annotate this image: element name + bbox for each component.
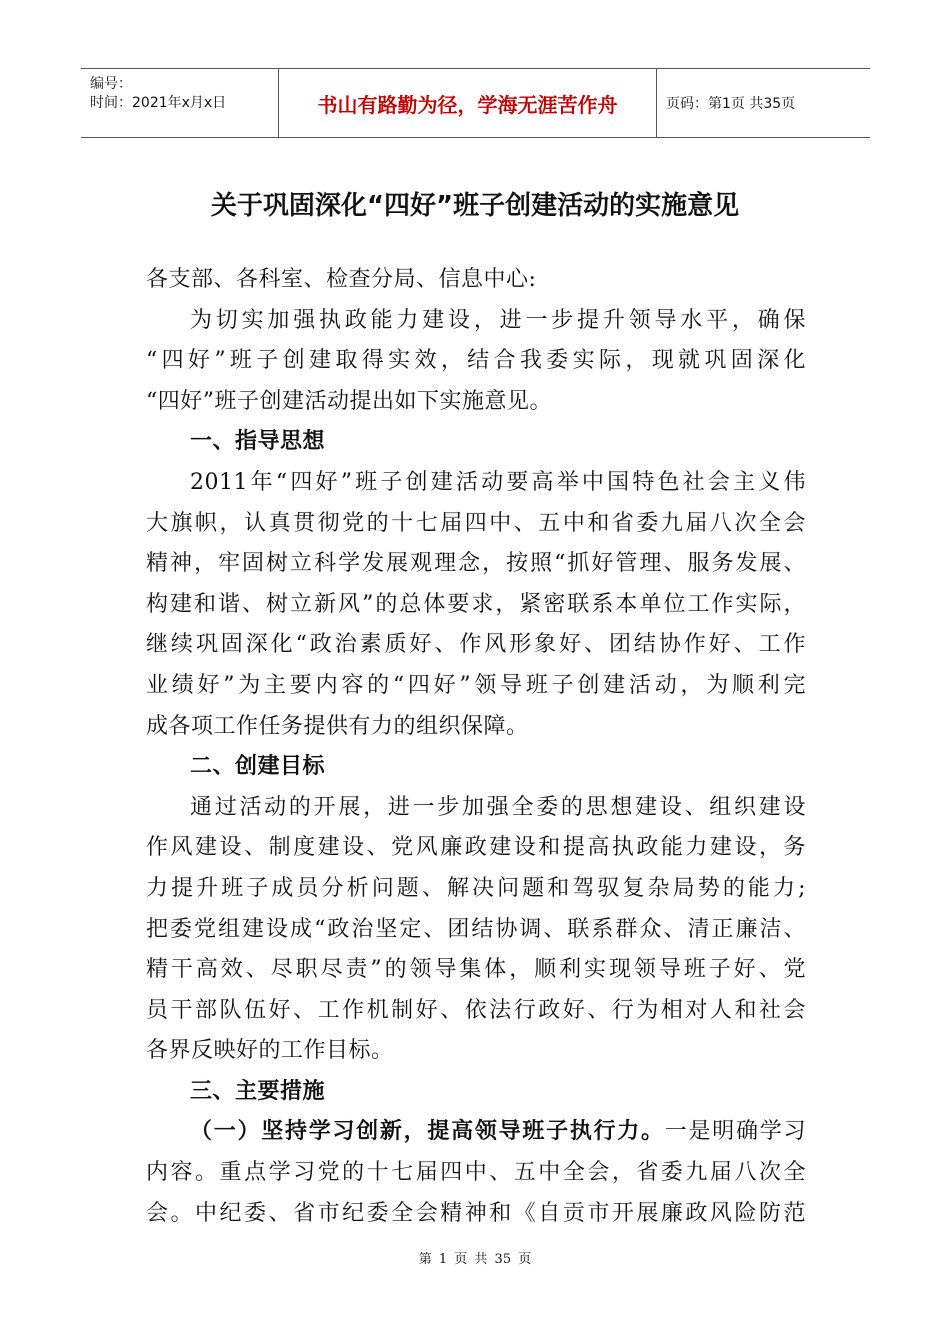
paragraph-line: 内容。重点学习党的十七届四中、五中全会，省委九届八次全	[146, 1160, 806, 1186]
paragraph-line: 把委党组建设成“政治坚定、团结协调、联系群众、清正廉洁、	[146, 916, 806, 942]
section-heading: 一、指导思想	[190, 429, 326, 455]
header-meta-cell	[81, 69, 279, 137]
paragraph-line: 精干高效、尽职尽责”的领导集体，顺利实现领导班子好、党	[146, 957, 806, 983]
document-body	[146, 260, 806, 1234]
paragraph-line	[146, 1112, 806, 1153]
section-heading: 二、创建目标	[190, 754, 326, 780]
document-number-label: 编号：	[90, 76, 132, 92]
paragraph-line: 为切实加强执政能力建设，进一步提升领导水平，确保	[190, 307, 806, 333]
paragraph-line: “四好”班子创建活动提出如下实施意见。	[146, 388, 552, 414]
paragraph-text: 一是明确学习	[664, 1119, 806, 1145]
paragraph-line: 员干部队伍好、工作机制好、依法行政好、行为相对人和社会	[146, 997, 806, 1023]
subsection-heading: （一）坚持学习创新，提高领导班子执行力。	[190, 1119, 665, 1145]
paragraph-line: 继续巩固深化“政治素质好、作风形象好、团结协作好、工作	[146, 632, 806, 658]
paragraph-line: 通过活动的开展，进一步加强全委的思想建设、组织建设	[190, 794, 806, 820]
document-title: 关于巩固深化“四好”班子创建活动的实施意见	[210, 191, 740, 221]
paragraph-line: 力提升班子成员分析问题、解决问题和驾驭复杂局势的能力;	[146, 875, 806, 901]
paragraph-line: 大旗帜，认真贯彻党的十七届四中、五中和省委九届八次全会	[146, 510, 806, 536]
document-time-label: 时间：2021年x月x日	[90, 95, 227, 111]
addressee-line: 各支部、各科室、检查分局、信息中心:	[146, 267, 537, 292]
section-heading: 三、主要措施	[190, 1078, 326, 1104]
header-motto: 书山有路勤为径，学海无涯苦作舟	[279, 69, 657, 137]
paragraph-line: 作风建设、制度建设、党风廉政建设和提高执政能力建设，务	[146, 835, 806, 861]
paragraph-line: “四好”班子创建取得实效，结合我委实际，现就巩固深化	[146, 348, 806, 374]
paragraph-line: 成各项工作任务提供有力的组织保障。	[146, 713, 529, 739]
page-footer: 第 1 页 共 35 页	[418, 1252, 532, 1267]
paragraph-line: 精神，牢固树立科学发展观理念，按照“抓好管理、服务发展、	[146, 551, 806, 577]
paragraph-line: 构建和谐、树立新风”的总体要求，紧密联系本单位工作实际，	[146, 591, 806, 617]
paragraph-line: 会。中纪委、省市纪委全会精神和《自贡市开展廉政风险防范	[146, 1200, 806, 1226]
paragraph-line: 2011年“四好”班子创建活动要高举中国特色社会主义伟	[190, 469, 806, 495]
header-page-code: 页码：第1页 共35页	[666, 96, 796, 112]
document-header	[81, 68, 870, 138]
paragraph-line: 业绩好”为主要内容的“四好”领导班子创建活动，为顺利完	[146, 672, 806, 698]
paragraph-line: 各界反映好的工作目标。	[146, 1038, 394, 1064]
